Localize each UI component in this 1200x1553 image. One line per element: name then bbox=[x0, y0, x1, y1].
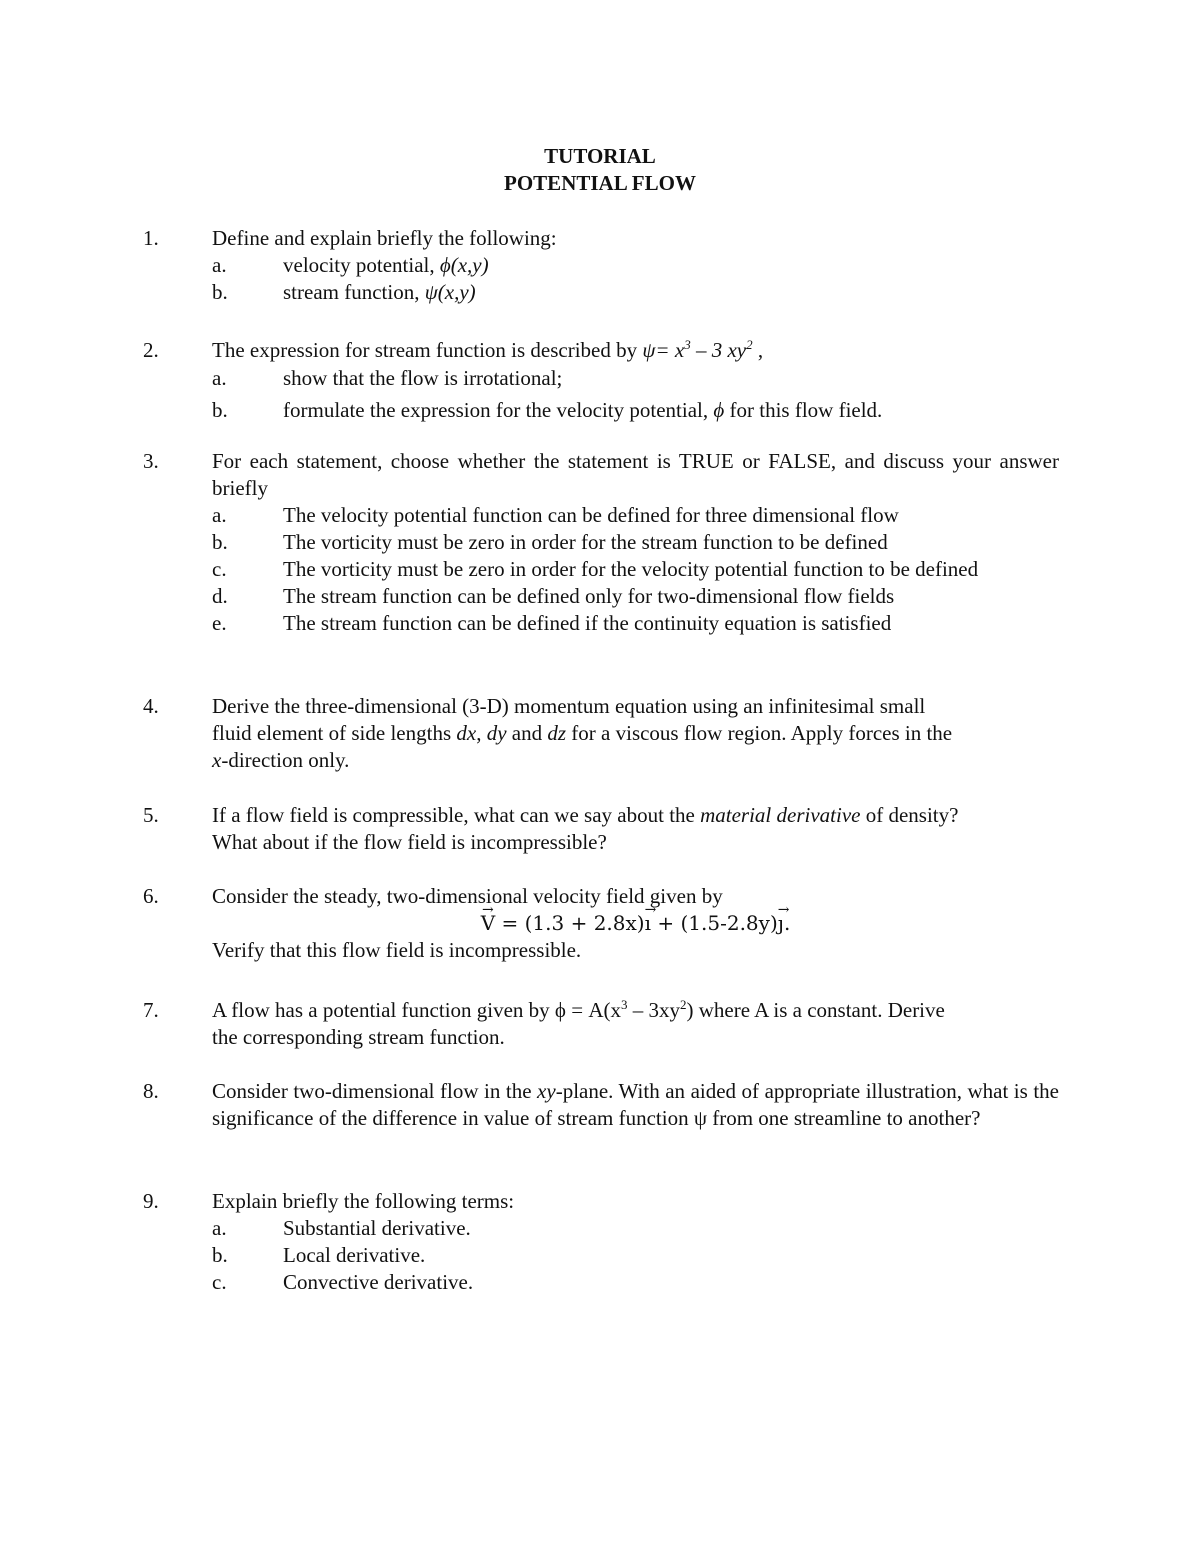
stream-function-equation: $\psi= x^3 - 3$ $xy^2$ bbox=[642, 337, 753, 362]
question-number: 4. bbox=[143, 694, 159, 718]
sub-item-text: The stream function can be defined only for two-dimensional flow fields bbox=[283, 584, 895, 608]
question-text: Derive the three-dimensional (3-D) momentum equation using an infinitesimal small fluid element of side lengths dx, dy and dz for a viscous flow region. Apply forces in the x-direction only. bbox=[212, 694, 953, 772]
sub-item-label: c. bbox=[212, 1270, 227, 1294]
sub-item bbox=[212, 556, 1059, 583]
sub-item-label: b. bbox=[212, 398, 228, 422]
sub-item-label: a. bbox=[212, 503, 227, 527]
math-expression: ϕ(x,y) bbox=[439, 253, 489, 277]
question-text: For each statement, choose whether the statement is TRUE or FALSE, and discuss your answer briefly bbox=[212, 449, 1059, 500]
question-9 bbox=[143, 1188, 1059, 1296]
page-subtitle: POTENTIAL FLOW bbox=[504, 171, 696, 195]
question-number: 3. bbox=[143, 449, 159, 473]
question-number: 6. bbox=[143, 884, 159, 908]
sub-item bbox=[212, 365, 1059, 392]
sub-item bbox=[212, 1242, 1059, 1269]
question-text: If a flow field is compressible, what can we say about the material derivative of density? What about if the flow field is incompressible? bbox=[212, 803, 959, 854]
sub-item-label: a. bbox=[212, 1216, 227, 1240]
sub-item-text: velocity potential, bbox=[283, 253, 440, 277]
sub-item-label: d. bbox=[212, 584, 228, 608]
sub-item bbox=[212, 252, 1059, 279]
sub-item-label: b. bbox=[212, 530, 228, 554]
math-expression: ψ(x,y) bbox=[424, 280, 476, 304]
question-number: 2. bbox=[143, 338, 159, 362]
question-7 bbox=[143, 997, 1059, 1051]
sub-item-label: a. bbox=[212, 253, 227, 277]
sub-item bbox=[212, 1215, 1059, 1242]
velocity-field-equation: → V = (1.3 + 2.8x)→ ı + (1.5-2.8y)→ ȷ. bbox=[212, 910, 1059, 937]
question-text: The expression for stream function is described by $\psi= x^3 - 3$ $xy^2$ , bbox=[212, 337, 764, 362]
sub-item-text: Local derivative. bbox=[283, 1243, 426, 1267]
sub-item-label: b. bbox=[212, 1243, 228, 1267]
sub-item bbox=[212, 279, 1059, 306]
question-number: 7. bbox=[143, 998, 159, 1022]
question-8 bbox=[143, 1078, 1059, 1132]
sub-item-label: e. bbox=[212, 611, 227, 635]
question-text: Explain briefly the following terms: bbox=[212, 1189, 515, 1213]
sub-item-text: Convective derivative. bbox=[283, 1270, 474, 1294]
question-text: A flow has a potential function given by $\phi = A(x^3 - 3xy^2)$ where A is a constant. Derive the corresponding stream function. bbox=[212, 997, 945, 1049]
sub-item-text: stream function, bbox=[283, 280, 425, 304]
sub-item bbox=[212, 502, 1059, 529]
emphasis-text: material derivative bbox=[700, 803, 861, 827]
sub-item-text: The velocity potential function can be defined for three dimensional flow bbox=[283, 503, 899, 527]
question-2 bbox=[143, 337, 1059, 424]
sub-item-text: The vorticity must be zero in order for the stream function to be defined bbox=[283, 530, 888, 554]
sub-item-text: The stream function can be defined if the continuity equation is satisfied bbox=[283, 611, 892, 635]
sub-item bbox=[212, 529, 1059, 556]
question-1 bbox=[143, 225, 1059, 306]
sub-item-text: The vorticity must be zero in order for the velocity potential function to be defined bbox=[283, 557, 979, 581]
question-number: 1. bbox=[143, 226, 159, 250]
sub-item-label: c. bbox=[212, 557, 227, 581]
question-text-2: Verify that this flow field is incompressible. bbox=[212, 938, 582, 962]
sub-item bbox=[212, 583, 1059, 610]
sub-item-label: b. bbox=[212, 280, 228, 304]
question-text: Define and explain briefly the following: bbox=[212, 226, 557, 250]
page-title: TUTORIAL bbox=[544, 144, 656, 168]
sub-item bbox=[212, 610, 1059, 637]
question-number: 8. bbox=[143, 1079, 159, 1103]
sub-item-label: a. bbox=[212, 366, 227, 390]
math-expression: ϕ bbox=[713, 398, 725, 422]
sub-item: b. formulate the expression for the velocity potential, ϕ for this flow field. bbox=[212, 398, 883, 422]
question-5 bbox=[143, 802, 1059, 856]
sub-item bbox=[212, 1269, 1059, 1296]
sub-item-text: show that the flow is irrotational; bbox=[283, 366, 563, 390]
sub-item-text: Substantial derivative. bbox=[283, 1216, 471, 1240]
question-text: Consider the steady, two-dimensional velocity field given by bbox=[212, 884, 723, 908]
question-number: 5. bbox=[143, 803, 159, 827]
sub-item-text: formulate the expression for the velocity potential, bbox=[283, 398, 714, 422]
question-3 bbox=[143, 448, 1059, 637]
question-text: Consider two-dimensional flow in the xy-plane. With an aided of appropriate illustration, what is the significance of the difference in value of stream function ψ from one streamline to another? bbox=[212, 1079, 1059, 1130]
question-6 bbox=[143, 883, 1059, 964]
question-4 bbox=[143, 693, 1059, 774]
question-number: 9. bbox=[143, 1189, 159, 1213]
